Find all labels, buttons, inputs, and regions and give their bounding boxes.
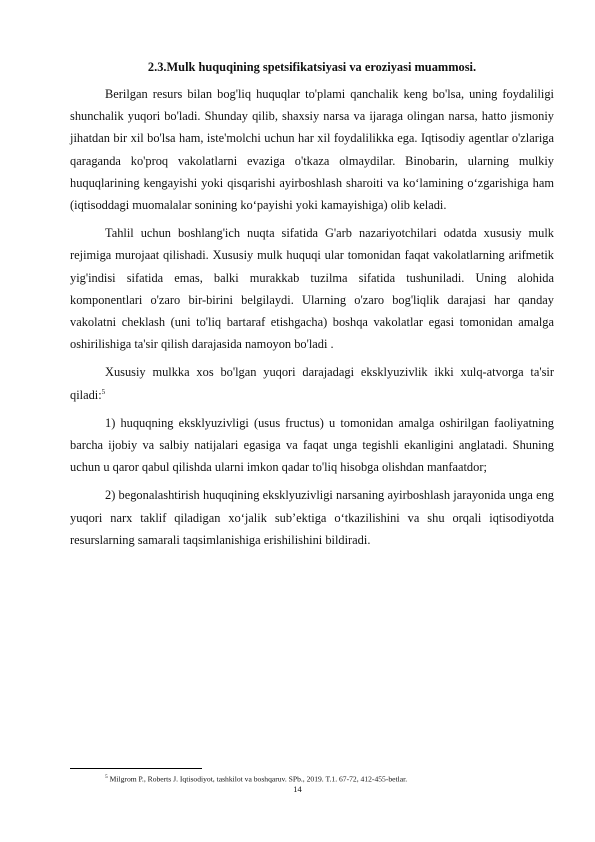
paragraph-4-text: 1) huquqning eksklyuzivligi (usus fructus) u tomonidan amalga oshirilgan faoliyatning barcha ijobiy va salbiy natijalari egasiga va faqat unga tegishli ekanligini anglatadi. Shuning uchun u qaror qabul qilishda ularni imkon qadar to'liq hisobga olishdan manfaatdor; [70,415,554,475]
footnote-divider [70,768,202,769]
page-number: 14 [293,784,302,794]
paragraph-5 [70,484,554,551]
paragraph-2-text: Tahlil uchun boshlang'ich nuqta sifatida G'arb nazariyotchilari odatda xususiy mulk rejimiga murojaat qilishadi. Xususiy mulk huquqi ular tomonidan faqat vakolatlarning arifmetik yig'indisi sifatida emas, balki murakkab tuzilma sifatida tushuniladi. Uning alohida komponentlari o'zaro bir-birini belgilaydi. Ularning o'zaro bog'liqlik darajasi har qanday vakolatni cheklash (uni to'liq bartaraf etishgacha) boshqa vakolatlar egasi tomonidan amalga oshirilishiga ta'sir qilish darajasida namoyon bo'ladi . [70,226,554,352]
paragraph-1 [70,83,554,216]
paragraph-3-text: Xususiy mulkka xos bo'lgan yuqori darajadagi eksklyuzivlik ikki xulq-atvorga ta'sir qiladi: [70,365,554,402]
paragraph-5-text: 2) begonalashtirish huquqining eksklyuzivligi narsaning ayirboshlash jarayonida unga eng yuqori narx taklif qiladigan xo‘jalik sub’ektiga o‘tkazilishini va shu orqali iqtisodiyotda resurslarning samarali taqsimlanishiga erishilishini bildiradi. [70,488,554,547]
footnote-marker: 5 [105,774,108,780]
footnote-text: Milgrom P., Roberts J. Iqtisodiyot, tashkilot va boshqaruv. SPb., 2019. T.1. 67-72, 412-455-betlar. [107,774,408,784]
paragraph-3 [70,361,554,405]
footnote [70,772,554,785]
paragraph-4 [70,412,554,479]
body-text [70,83,554,557]
paragraph-1-text: Berilgan resurs bilan bog'liq huquqlar to'plami qanchalik keng bo'lsa, uning foydaliligi shunchalik yuqori bo'ladi. Shunday qilib, shaxsiy narsa va ijaraga olingan narsa, hatto jismoniy jihatdan bir xil bo'lsa ham, iste'molchi uchun har xil foydalilikka ega. Iqtisodiy agentlar o'zlariga qaraganda ko'proq vakolatlarni evaziga o'tkaza olmaydilar. Binobarin, ularning mulkiy huquqlarining kengayishi yoki qisqarishi ayirboshlash sharoiti va ko‘lamining o‘zgarishiga ham (iqtisoddagi muomalalar sonining ko‘payishi yoki kamayishiga) olib keladi. [70,87,554,213]
section-heading: 2.3.Mulk huquqining spetsifikatsiyasi va eroziyasi muammosi. [147,60,477,74]
footnote-reference[interactable]: 5 [101,387,106,396]
paragraph-2 [70,222,554,355]
